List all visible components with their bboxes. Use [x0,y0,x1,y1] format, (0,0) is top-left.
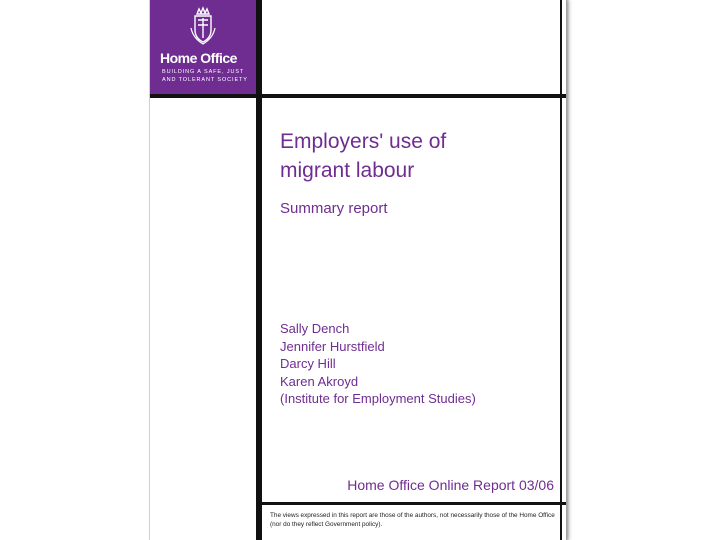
home-office-logo [150,0,256,94]
title-line-2: migrant labour [280,159,415,182]
author-name: Darcy Hill [280,356,336,371]
horizontal-rule-bottom [262,502,566,505]
author-affiliation: (Institute for Employment Studies) [280,391,476,406]
report-title [280,127,560,185]
report-number: Home Office Online Report 03/06 [347,477,554,493]
page-shadow [566,0,570,540]
disclaimer-text: The views expressed in this report are those of the authors, not necessarily those of the Home Office (nor do they reflect Government policy). [270,512,555,528]
author-name: Jennifer Hurstfield [280,338,385,354]
royal-crest-icon [188,6,218,46]
logo-tagline: BUILDING A SAFE, JUST AND TOLERANT SOCIETY [162,69,248,83]
author-list [280,320,560,408]
vertical-rule-thick [256,0,262,540]
report-subtitle: Summary report [280,200,388,217]
author-name: Sally Dench [280,321,350,336]
vertical-rule-thin [560,0,562,540]
logo-name: Home Office [160,50,237,66]
report-cover-page [150,0,566,540]
author-name: Karen Akroyd [280,373,359,389]
title-line-1: Employers' use of [280,130,447,153]
horizontal-rule-top [150,94,566,98]
